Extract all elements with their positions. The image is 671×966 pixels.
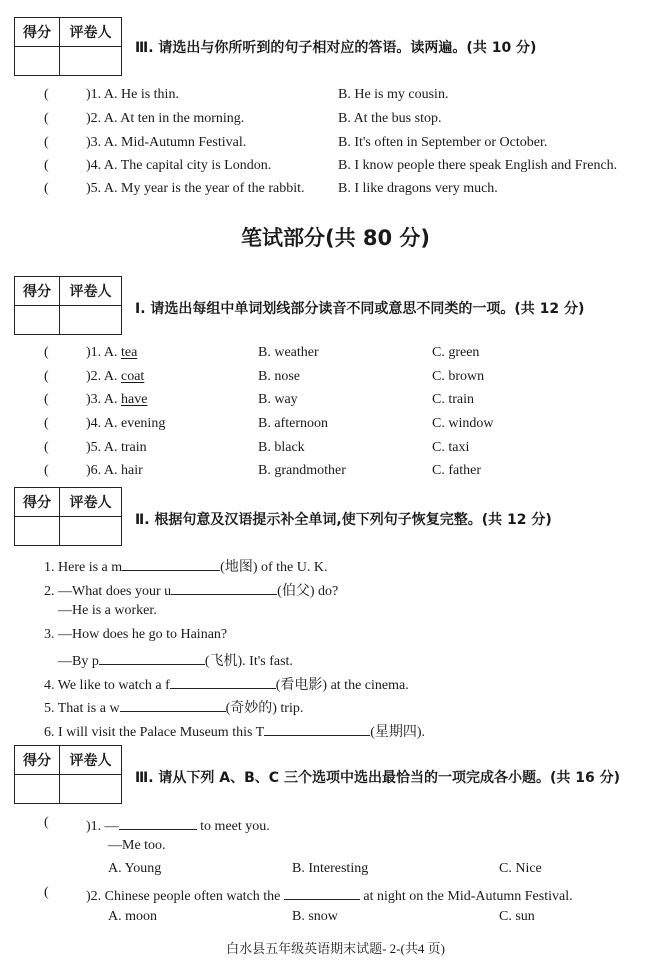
- question-text: to meet you.: [200, 819, 270, 834]
- option-b: B. nose: [258, 369, 300, 384]
- paren: (: [44, 392, 49, 407]
- grader-label: 评卷人: [60, 746, 122, 775]
- score-cell[interactable]: [15, 47, 60, 76]
- score-label: 得分: [15, 488, 60, 517]
- grader-cell[interactable]: [60, 775, 122, 804]
- question-num-a: )5. A. My year is the year of the rabbit.: [86, 181, 305, 196]
- fill-item: [44, 556, 327, 576]
- question-text: at night on the Mid-Autumn Festival.: [363, 889, 573, 904]
- option-b: B. I know people there speak English and French.: [338, 158, 618, 173]
- item-hint: (星期四).: [370, 725, 426, 740]
- fill-item: [44, 580, 338, 600]
- question-num: )2. A.: [86, 369, 118, 384]
- option-b: B. afternoon: [258, 416, 328, 431]
- score-cell[interactable]: [15, 517, 60, 546]
- option-c: C. train: [432, 392, 474, 407]
- item-hint: (飞机). It's fast.: [204, 654, 293, 669]
- score-box: [14, 745, 122, 804]
- option-b: B. way: [258, 392, 298, 407]
- question-row: [86, 345, 137, 361]
- section-3-instruction: Ⅲ. 请从下列 A、B、C 三个选项中选出最恰当的一项完成各小题。(共 16 分): [135, 770, 620, 786]
- option-b: B. weather: [258, 345, 319, 360]
- item-text: —By p: [58, 654, 99, 669]
- question-num: )1. A.: [86, 345, 118, 360]
- fill-item: —He is a worker.: [58, 603, 157, 618]
- option-b: B. snow: [292, 909, 338, 924]
- score-cell[interactable]: [15, 775, 60, 804]
- option-a-word: tea: [121, 345, 138, 360]
- item-text: 5. That is a w: [44, 701, 120, 716]
- option-a-word: train: [121, 440, 147, 455]
- paren: (: [44, 345, 49, 360]
- question-num: )4. A.: [86, 416, 118, 431]
- answer-blank[interactable]: [264, 721, 370, 736]
- paren: (: [44, 158, 49, 173]
- option-c: C. sun: [499, 909, 535, 924]
- fill-item: [58, 650, 293, 670]
- fill-item: [44, 721, 425, 741]
- score-label: 得分: [15, 277, 60, 306]
- question-row: [86, 815, 270, 835]
- option-b: B. Interesting: [292, 861, 369, 876]
- answer-blank[interactable]: [119, 815, 197, 830]
- grader-cell[interactable]: [60, 47, 122, 76]
- item-hint: (看电影) at the cinema.: [275, 678, 409, 693]
- answer-blank[interactable]: [120, 697, 226, 712]
- question-num-a: )2. A. At ten in the morning.: [86, 111, 245, 126]
- score-cell[interactable]: [15, 306, 60, 335]
- grader-cell[interactable]: [60, 306, 122, 335]
- question-row: [86, 440, 147, 456]
- question-num-a: )4. A. The capital city is London.: [86, 158, 272, 173]
- option-a-word: coat: [121, 369, 145, 384]
- fill-item: [44, 674, 409, 694]
- question-num: )6. A.: [86, 463, 118, 478]
- question-text: )2. Chinese people often watch the: [86, 889, 281, 904]
- paren: (: [44, 135, 49, 150]
- fill-item: 3. —How does he go to Hainan?: [44, 627, 228, 642]
- item-text: 2. —What does your u: [44, 584, 172, 599]
- question-num-a: )3. A. Mid-Autumn Festival.: [86, 135, 247, 150]
- section-2-instruction: Ⅱ. 根据句意及汉语提示补全单词,使下列句子恢复完整。(共 12 分): [135, 512, 552, 528]
- answer-blank[interactable]: [99, 650, 205, 665]
- item-text: 1. Here is a m: [44, 560, 123, 575]
- question-row: [86, 885, 573, 905]
- option-a: A. Young: [108, 861, 162, 876]
- score-label: 得分: [15, 18, 60, 47]
- answer-blank[interactable]: [171, 580, 277, 595]
- page-footer: 白水县五年级英语期末试题- 2-(共4 页): [226, 941, 445, 956]
- item-text: 4. We like to watch a f: [44, 678, 170, 693]
- option-c: C. taxi: [432, 440, 470, 455]
- option-a: A. moon: [108, 909, 157, 924]
- score-box: [14, 17, 122, 76]
- question-row: [86, 392, 147, 408]
- option-a-word: hair: [121, 463, 143, 478]
- option-c: C. Nice: [499, 861, 542, 876]
- paren: (: [44, 815, 49, 830]
- item-hint: (伯父) do?: [277, 584, 339, 599]
- grader-label: 评卷人: [60, 18, 122, 47]
- paren: (: [44, 885, 49, 900]
- question-num-a: )1. A. He is thin.: [86, 87, 179, 102]
- fill-item: [44, 697, 303, 717]
- question-row: [86, 416, 165, 432]
- option-b: B. It's often in September or October.: [338, 135, 548, 150]
- option-b: B. grandmother: [258, 463, 346, 478]
- paren: (: [44, 369, 49, 384]
- score-box: [14, 487, 122, 546]
- option-c: C. father: [432, 463, 481, 478]
- paren: (: [44, 111, 49, 126]
- option-b: B. I like dragons very much.: [338, 181, 498, 196]
- question-num: )3. A.: [86, 392, 118, 407]
- paren: (: [44, 181, 49, 196]
- option-c: C. green: [432, 345, 480, 360]
- option-b: B. He is my cousin.: [338, 87, 449, 102]
- section-1-instruction: Ⅰ. 请选出每组中单词划线部分读音不同或意思不同类的一项。(共 12 分): [135, 301, 585, 317]
- grader-label: 评卷人: [60, 277, 122, 306]
- paren: (: [44, 440, 49, 455]
- written-section-title: 笔试部分(共 80 分): [240, 226, 431, 250]
- paren: (: [44, 463, 49, 478]
- option-c: C. window: [432, 416, 494, 431]
- answer-blank[interactable]: [122, 556, 220, 571]
- item-hint: (地图) of the U. K.: [220, 560, 328, 575]
- question-text: —Me too.: [108, 838, 166, 853]
- answer-blank[interactable]: [284, 885, 360, 900]
- paren: (: [44, 416, 49, 431]
- paren: (: [44, 87, 49, 102]
- question-row: [86, 369, 144, 385]
- item-hint: (奇妙的) trip.: [225, 701, 304, 716]
- score-label: 得分: [15, 746, 60, 775]
- question-row: [86, 463, 143, 479]
- grader-cell[interactable]: [60, 517, 122, 546]
- option-b: B. black: [258, 440, 305, 455]
- score-box: [14, 276, 122, 335]
- question-num: )5. A.: [86, 440, 118, 455]
- option-b: B. At the bus stop.: [338, 111, 442, 126]
- item-text: 6. I will visit the Palace Museum this T: [44, 725, 265, 740]
- listening-3-instruction: Ⅲ. 请选出与你所听到的句子相对应的答语。读两遍。(共 10 分): [135, 40, 537, 56]
- answer-blank[interactable]: [170, 674, 276, 689]
- option-a-word: evening: [121, 416, 166, 431]
- option-a-word: have: [121, 392, 148, 407]
- option-c: C. brown: [432, 369, 485, 384]
- grader-label: 评卷人: [60, 488, 122, 517]
- question-text: )1. —: [86, 819, 119, 834]
